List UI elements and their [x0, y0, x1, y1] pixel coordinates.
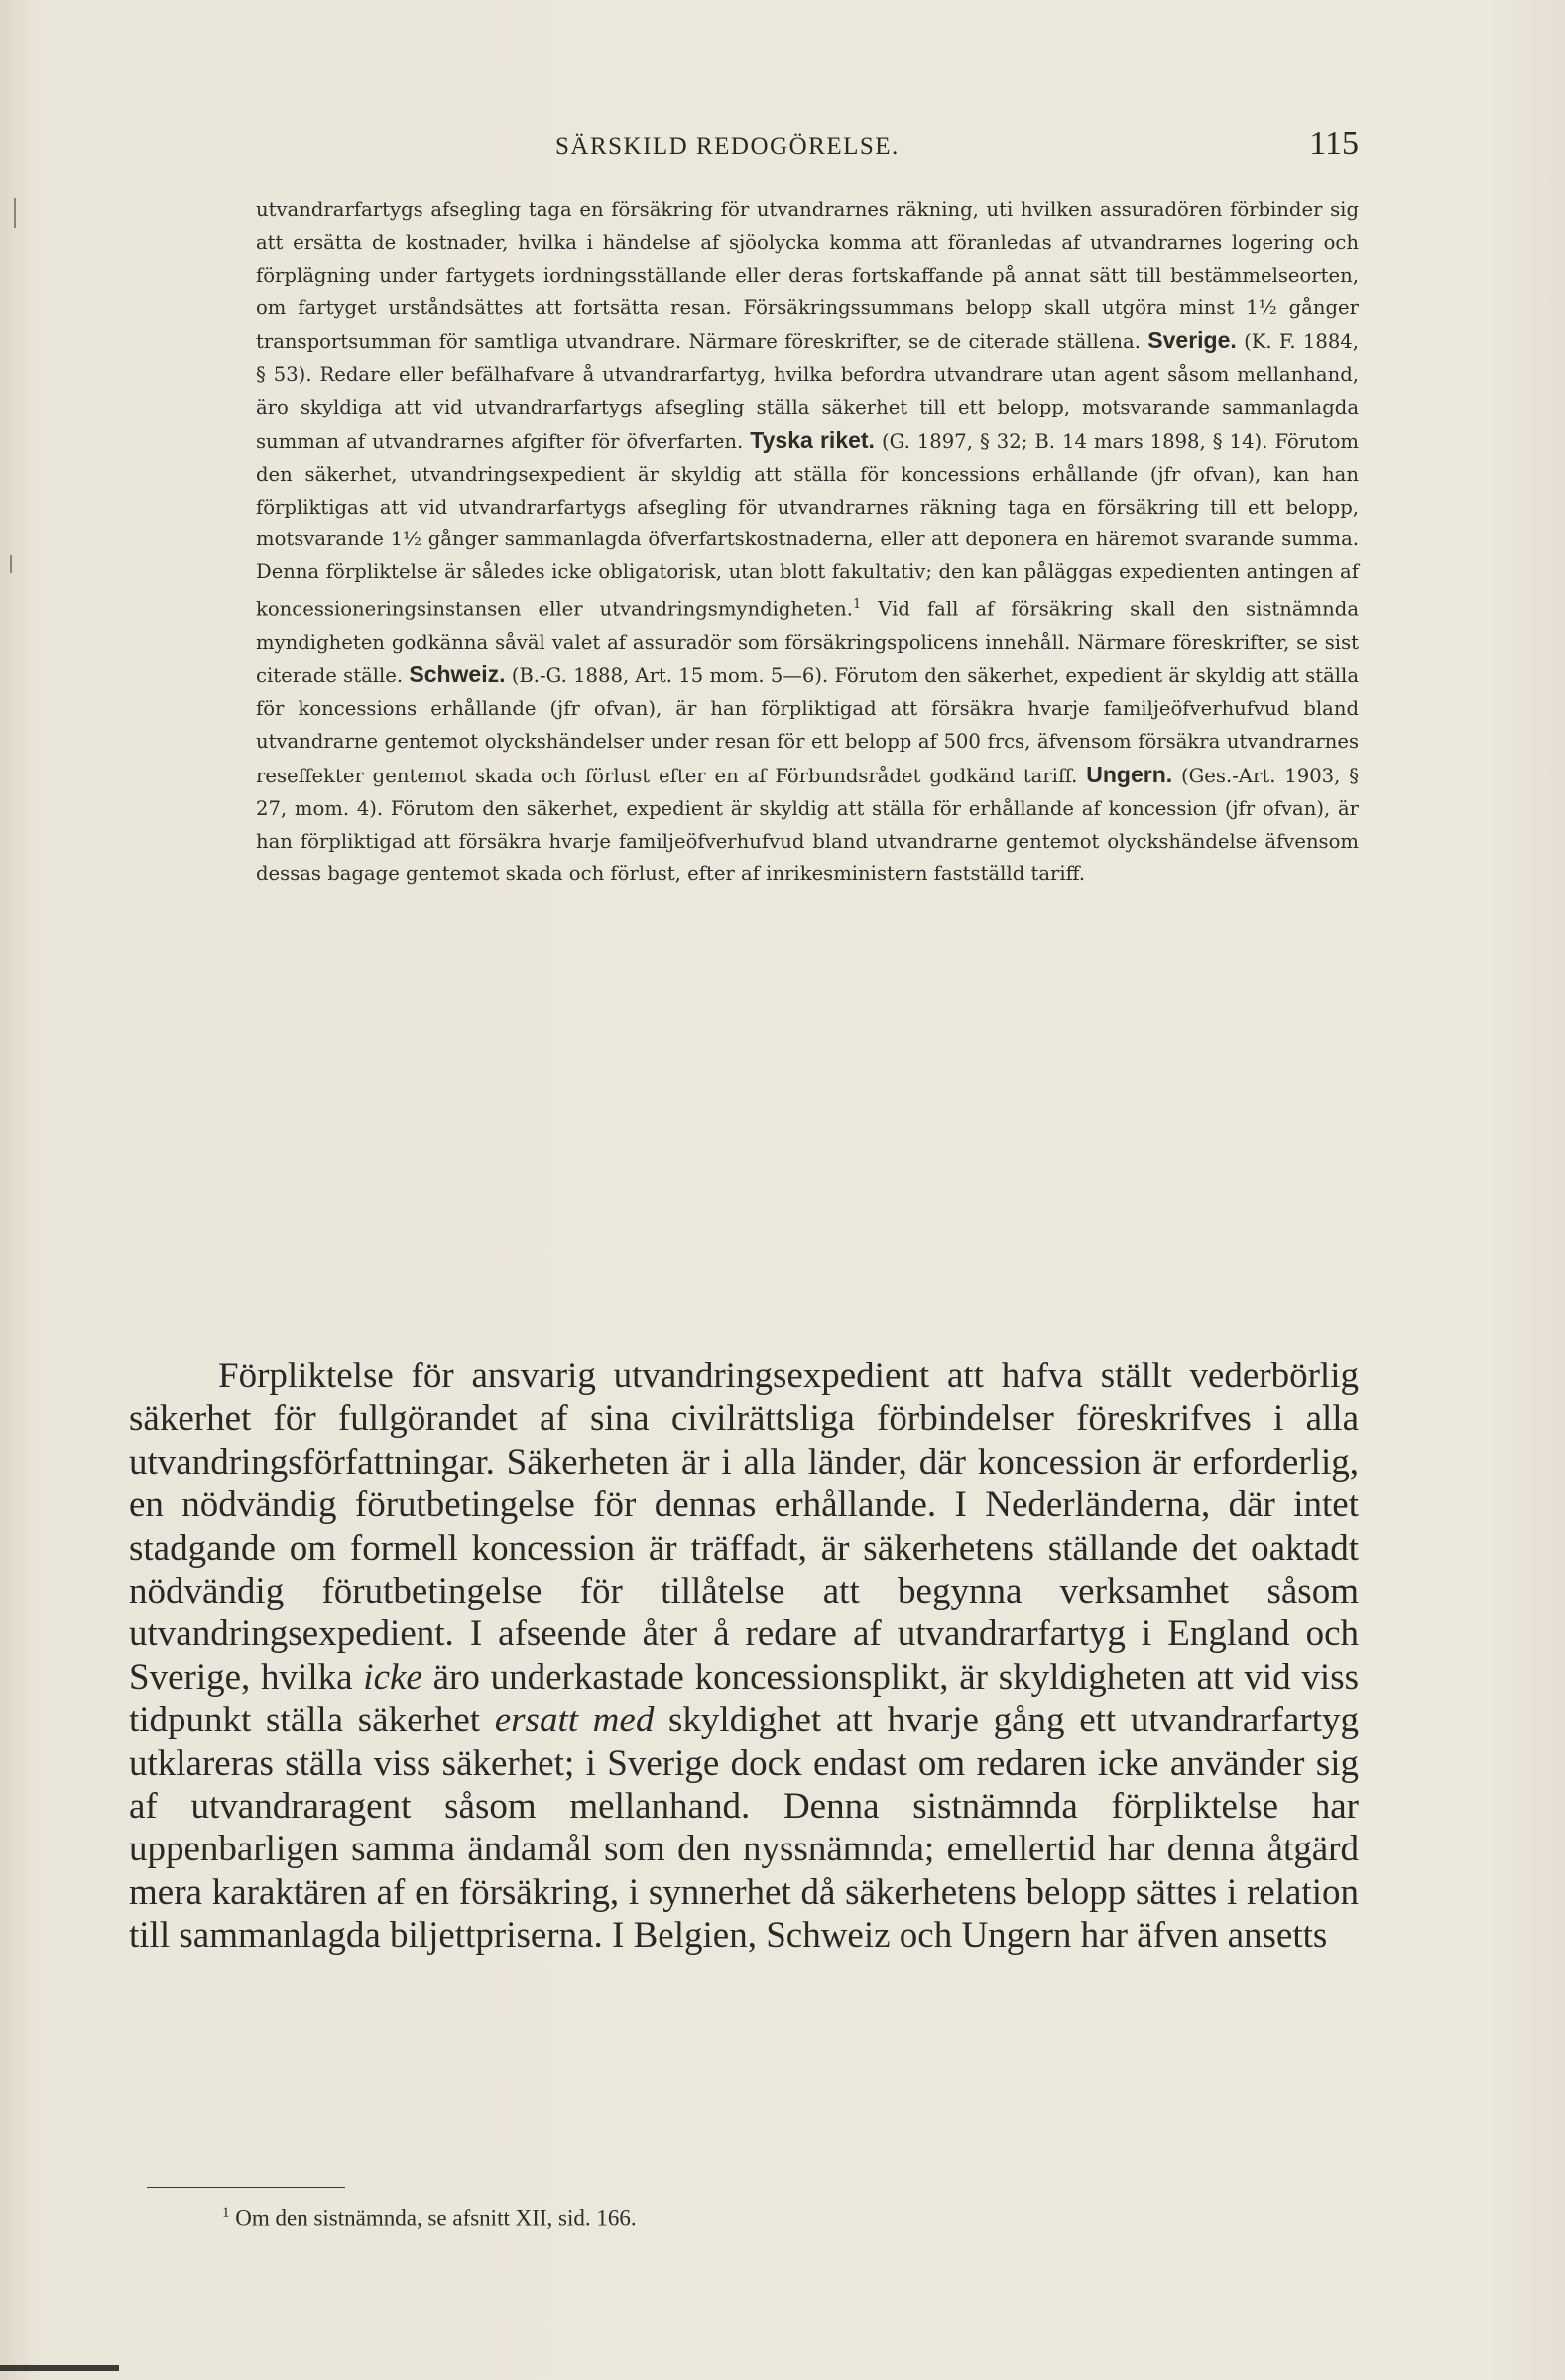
- emphasis-icke: icke: [363, 1656, 422, 1698]
- text-segment: (B.-G. 1888, Art. 15 mom. 5—6). Förutom den säkerhet, expedient är skyldig att ställa för koncessions erhållande (jfr ofvan), är han förpliktigad att försäkra hvarje familjeöfverhufvud bland utvandrarne gentemot olyckshändelser under resan för ett belopp af 500 frcs, äfvensom försäkra utvandrarnes reseffekter gentemot skada och förlust efter en af Förbundsrådet godkänd tariff.: [256, 664, 1359, 787]
- margin-mark: [10, 555, 12, 573]
- small-print-text: [256, 194, 1359, 891]
- footnote-text: Om den sistnämnda, se afsnitt XII, sid. 166.: [229, 2205, 637, 2231]
- text-segment: äro underkastade koncessionsplikt, är skyldigheten att vid viss tidpunkt ställa säkerhet: [129, 1656, 1359, 1741]
- country-heading-sverige: Sverige.: [1147, 327, 1237, 354]
- page-number: 115: [1309, 125, 1359, 162]
- country-heading-ungern: Ungern.: [1086, 761, 1173, 787]
- text-segment: skyldighet att hvarje gång ett utvandrarfartyg utklareras ställa viss säkerhet; i Sverige dock endast om redaren icke använder sig af utvandraragent såsom mellanhand. Denna sistnämnda förpliktelse har uppenbarligen samma ändamål som den nyssnämnda; emellertid har denna åtgärd mera karaktären af en försäkring, i synnerhet då säkerhetens belopp sättes i relation till sammanlagda biljettpriserna. I Belgien, Schweiz och Ungern har äfven ansetts: [129, 1700, 1359, 1957]
- text-segment: Förpliktelse för ansvarig utvandringsexpedient att hafva ställt vederbörlig säkerhet för fullgörandet af sina civilrättsliga förbindelser föreskrifves i alla utvandringsförfattningar. Säkerheten är i alla länder, där koncession är erforderlig, en nödvändig förutbetingelse för dennas erhållande. I Nederländerna, där intet stadgande om formell koncession är träffadt, är säkerhetens ställande det oaktadt nödvändig förutbetingelse för tillåtelse att begynna verksamhet såsom utvandringsexpedient. I afseende åter å redare af utvandrarfartyg i England och Sverige, hvilka: [129, 1356, 1359, 1698]
- text-segment: (Ges.-Art. 1903, § 27, mom. 4). Förutom den säkerhet, expedient är skyldig att ställa för erhållande af koncession (jfr ofvan), är han förpliktigad att försäkra hvarje familjeöfverhufvud bland utvandrarne gentemot olyckshändelse äfvensom dessas bagage gentemot skada och förlust, efter af inrikesministern fastställd tariff.: [256, 764, 1360, 886]
- country-heading-tyska-riket: Tyska riket.: [750, 426, 875, 453]
- main-text: [129, 1355, 1359, 1958]
- margin-mark: [0, 2365, 119, 2371]
- footnote-number: 1: [222, 2205, 230, 2221]
- text-segment: utvandrarfartygs afsegling taga en försäkring för utvandrarnes räkning, uti hvilken assuradören förbinder sig att ersätta de kostnader, hvilka i händelse af sjöolycka komma att föranledas af utvandrarnes logering och förplägning under fartygets iordningsställande eller deras fortskaffande på annat sätt till bestämmelseorten, om fartyget urståndsättes att fortsätta resan. Försäkringssummans belopp skall utgöra minst 1½ gånger transportsumman för samtliga utvandrare. Närmare föreskrifter, se de citerade ställena.: [256, 198, 1359, 354]
- main-paragraph: [129, 1355, 1359, 1958]
- text-segment: (K. F. 1884, § 53). Redare eller befälhafvare å utvandrarfartyg, hvilka befordra utvandrare utan agent såsom mellanhand, äro skyldiga att vid utvandrarfartygs afsegling ställa säkerhet till ett belopp, motsvarande sammanlagda summan af utvandrarnes afgifter för öfverfarten.: [256, 330, 1360, 453]
- country-heading-schweiz: Schweiz.: [409, 661, 506, 688]
- footnote-divider: [147, 2187, 345, 2188]
- footnote-reference: 1: [853, 597, 862, 613]
- page-header: [555, 125, 1359, 169]
- margin-mark: [14, 198, 16, 228]
- small-print-paragraph: [256, 194, 1359, 891]
- text-segment: Vid fall af försäkring skall den sistnämnda myndigheten godkänna såväl valet af assuradör som försäkringspolicens innehåll. Närmare föreskrifter, se sist citerade ställe.: [256, 597, 1360, 688]
- text-segment: (G. 1897, § 32; B. 14 mars 1898, § 14). Förutom den säkerhet, utvandringsexpedient är skyldig att ställa för koncessions erhållande (jfr ofvan), kan han förpliktigas att vid utvandrarfartygs afsegling för utvandrarnes räkning taga en försäkring till ett belopp, motsvarande 1½ gånger sammanlagda öfverfartskostnaderna, eller att deponera en häremot svarande summa. Denna förpliktelse är således icke obligatorisk, utan blott fakultativ; den kan påläggas expedienten antingen af koncessioneringsinstansen eller utvandringsmyndigheten.: [256, 429, 1359, 621]
- footnote: [222, 2205, 1313, 2232]
- running-head: SÄRSKILD REDOGÖRELSE.: [555, 133, 900, 160]
- emphasis-ersatt-med: ersatt med: [494, 1700, 655, 1741]
